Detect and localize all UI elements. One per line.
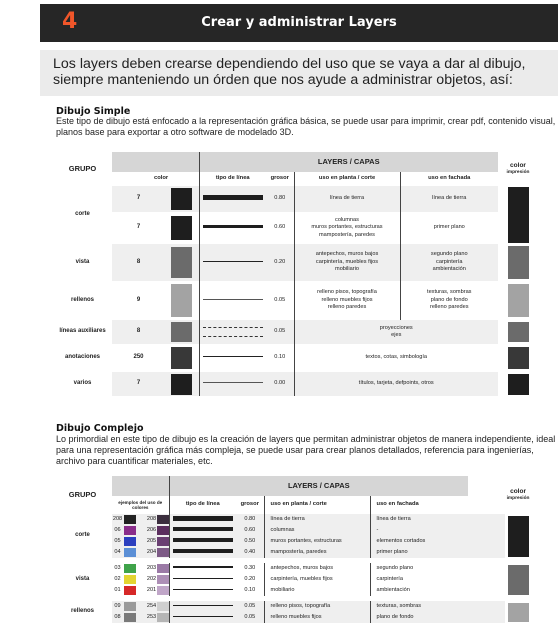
- color-number: 204: [146, 548, 157, 555]
- grosor-value: 0.80: [244, 515, 256, 522]
- col-tipo-linea: tipo de línea: [199, 172, 266, 186]
- group-corte: corte: [53, 514, 112, 558]
- grosor-value: 0.50: [244, 537, 256, 544]
- uso-fachada: línea de tierra: [370, 514, 468, 525]
- line-sample: [203, 299, 263, 300]
- line-sample: [173, 527, 233, 531]
- color-swatch: [157, 602, 169, 611]
- uso-planta: línea de tierra: [294, 186, 400, 212]
- complejo-layers-table: [53, 476, 531, 628]
- color-number: 7: [136, 224, 141, 231]
- uso-planta: muros portantes, estructuras: [264, 536, 370, 547]
- line-sample: [203, 261, 263, 262]
- color-swatch: [124, 613, 136, 622]
- color-number: 250: [133, 354, 144, 361]
- grosor-value: 0.05: [244, 602, 256, 609]
- color-swatch: [171, 374, 192, 395]
- col-tipo-linea: tipo de línea: [169, 496, 236, 514]
- grosor-value: 0.20: [244, 575, 256, 582]
- grosor-value: 0.05: [274, 296, 286, 303]
- grosor-value: 0.60: [244, 526, 256, 533]
- table-row: [53, 344, 531, 372]
- line-sample: [173, 616, 233, 617]
- uso-varios: títulos, tarjeta, defpoints, otros: [294, 372, 498, 396]
- color-swatch: [124, 602, 136, 611]
- grosor-value: 0.05: [244, 613, 256, 620]
- col-uso-fachada: uso en fachada: [370, 496, 468, 514]
- color-number: 03: [114, 564, 121, 571]
- color-number: 04: [114, 548, 121, 555]
- color-number: 06: [114, 526, 121, 533]
- color-swatch: [157, 613, 169, 622]
- color-swatch: [124, 515, 136, 524]
- intro-box: [40, 50, 558, 96]
- color-number: 02: [114, 575, 121, 582]
- grosor-value: 0.30: [244, 564, 256, 571]
- complejo-description: Lo primordial en este tipo de dibujo es la creación de layers que permitan administrar objetos de manera independiente, ideal para una representación gráfica más compleja, se puede usar para crear planos detallados, referencia para ingenierías, archivo para cuantificar materiales, etc.: [56, 434, 556, 466]
- table-row: 7 0.60 columnas muros portantes, estructuras mampostería, paredes primer plano: [53, 212, 531, 244]
- color-swatch: [171, 347, 192, 369]
- print-swatch: [508, 565, 529, 595]
- simple-description: Este tipo de dibujo está enfocado a la representación gráfica básica, se puede usar para imprimir, crear pdf, contenido visual, planos base para exportar a otro software de modelado 3D.: [56, 116, 556, 137]
- col-uso-fachada: uso en fachada: [400, 172, 498, 186]
- table-row: [53, 563, 531, 574]
- color-swatch: [157, 548, 169, 557]
- table-row: rellenos 9 0.05 relleno pisos, topografía relleno muebles fijos relleno paredes texturas, sombras plano de fondo relleno paredes: [53, 281, 531, 320]
- table-row: [53, 372, 531, 396]
- color-number: 05: [114, 537, 121, 544]
- uso-planta: relleno pisos, topografía: [264, 601, 370, 612]
- group-rellenos: rellenos: [53, 601, 112, 623]
- line-sample: [173, 538, 233, 542]
- color-number: 201: [146, 586, 157, 593]
- color-number: 208: [146, 515, 157, 522]
- color-number: 203: [146, 564, 157, 571]
- uso-fachada: segundo plano: [370, 563, 468, 574]
- intro-text: Los layers deben crearse dependiendo del uso que se vaya a dar al dibujo, siempre manteniendo un órden que nos ayude a administrar objetos, así:: [53, 56, 526, 88]
- col-uso-planta: uso en planta / corte: [294, 172, 400, 186]
- print-swatch: [508, 246, 529, 279]
- line-sample: [203, 382, 263, 383]
- group-corte: corte: [53, 186, 112, 244]
- group-lineas-auxiliares: líneas auxiliares: [53, 320, 112, 344]
- color-swatch: [157, 537, 169, 546]
- col-color: color: [154, 175, 169, 182]
- color-swatch: [171, 322, 192, 342]
- uso-fachada: línea de tierra: [400, 186, 498, 212]
- color-number: 8: [112, 320, 165, 344]
- table-row: [53, 574, 531, 585]
- line-sample: [173, 605, 233, 606]
- layers-header: LAYERS / CAPAS: [169, 476, 468, 496]
- table-row: [53, 536, 531, 547]
- group-varios: varios: [53, 372, 112, 396]
- group-vista: vista: [53, 244, 112, 281]
- uso-planta: carpintería, muebles fijos: [264, 574, 370, 585]
- uso-planta: mampostería, paredes: [264, 547, 370, 558]
- line-sample: [173, 578, 233, 579]
- grosor-value: 0.20: [266, 244, 294, 281]
- table-row: [53, 612, 531, 623]
- print-swatch: [508, 284, 529, 317]
- print-swatch: [508, 347, 529, 369]
- section-number: 4: [62, 9, 78, 34]
- uso-fachada: -: [370, 525, 468, 536]
- color-swatch: [157, 575, 169, 584]
- line-sample: [173, 589, 233, 590]
- uso-fachada: plano de fondo: [370, 612, 468, 623]
- section-title: Crear y administrar Layers: [201, 15, 397, 30]
- color-number: 208: [112, 515, 123, 522]
- line-sample-dashdot: [203, 336, 263, 337]
- grosor-value: 0.00: [266, 372, 294, 396]
- color-swatch: [124, 537, 136, 546]
- print-swatch: [508, 603, 529, 622]
- uso-planta: antepechos, muros bajos: [264, 563, 370, 574]
- color-number: 206: [146, 526, 157, 533]
- color-number: 202: [146, 575, 157, 582]
- uso-anotaciones: textos, cotas, simbología: [294, 344, 498, 372]
- grosor-value: 0.05: [266, 320, 294, 344]
- line-sample: [203, 356, 263, 357]
- color-swatch: [157, 586, 169, 595]
- col-grupo: GRUPO: [68, 164, 97, 174]
- color-number: 254: [146, 602, 157, 609]
- grosor-value: 0.10: [274, 354, 286, 361]
- grosor-value: 0.10: [244, 586, 256, 593]
- color-swatch: [124, 526, 136, 535]
- uso-fachada: primer plano: [400, 212, 498, 244]
- group-anotaciones: anotaciones: [64, 354, 100, 361]
- col-color-impresion: color impresión: [506, 161, 530, 175]
- print-swatch: [508, 322, 529, 342]
- col-grosor: grosor: [240, 501, 259, 508]
- table-row: [53, 585, 531, 596]
- table-row: [53, 601, 531, 612]
- uso-fachada: ambientación: [370, 585, 468, 596]
- table-row: vista 8 0.20 antepechos, muros bajos carpintería, muebles fijos mobiliario segundo plano carpintería ambientación: [53, 244, 531, 281]
- table-row: líneas auxiliares 8 0.05 proyecciones ejes: [53, 320, 531, 344]
- line-sample-dashed: [203, 327, 263, 328]
- uso-planta: mobiliario: [264, 585, 370, 596]
- color-number: 205: [146, 537, 157, 544]
- line-sample: [203, 225, 263, 228]
- color-number: 7: [112, 186, 165, 212]
- color-swatch: [124, 564, 136, 573]
- color-swatch: [171, 247, 192, 278]
- color-swatch: [124, 548, 136, 557]
- table-row: [53, 547, 531, 558]
- complejo-title: Dibujo Complejo: [56, 423, 144, 434]
- line-sample: [173, 516, 233, 521]
- simple-title: Dibujo Simple: [56, 106, 131, 117]
- print-swatch: [508, 187, 529, 243]
- color-swatch: [124, 575, 136, 584]
- uso-fachada: texturas, sombras: [370, 601, 468, 612]
- color-number: 01: [114, 586, 121, 593]
- print-swatch: [508, 516, 529, 557]
- layers-header: LAYERS / CAPAS: [199, 152, 498, 172]
- col-uso-planta: uso en planta / corte: [264, 496, 370, 514]
- color-swatch: [157, 526, 169, 535]
- color-number: 7: [112, 372, 165, 396]
- line-sample: [173, 549, 233, 553]
- table-row: [53, 186, 531, 212]
- color-number: 9: [136, 296, 141, 303]
- group-vista: vista: [53, 563, 112, 596]
- uso-fachada: elementos cortados: [370, 536, 468, 547]
- grosor-value: 0.60: [274, 224, 286, 231]
- grosor-value: 0.40: [244, 548, 256, 555]
- table-row: [53, 525, 531, 536]
- uso-planta: relleno muebles fijos: [264, 612, 370, 623]
- uso-fachada: carpintería: [370, 574, 468, 585]
- color-swatch: [171, 216, 192, 240]
- table-row: [53, 514, 531, 525]
- color-number: 09: [114, 602, 121, 609]
- color-swatch: [124, 586, 136, 595]
- col-color-impresion: color impresión: [506, 487, 530, 501]
- uso-fachada: primer plano: [370, 547, 468, 558]
- simple-layers-table: [53, 152, 531, 396]
- grosor-value: 0.80: [266, 186, 294, 212]
- color-number: 253: [146, 613, 157, 620]
- line-sample: [173, 566, 233, 568]
- section-header: [40, 4, 558, 42]
- col-grosor: grosor: [270, 175, 289, 182]
- color-swatch: [157, 515, 169, 524]
- col-ejemplos-colores: ejemplos del uso de colores: [118, 500, 163, 510]
- color-swatch: [157, 564, 169, 573]
- uso-planta: columnas: [264, 525, 370, 536]
- group-rellenos: rellenos: [70, 296, 94, 303]
- uso-planta: línea de tierra: [264, 514, 370, 525]
- color-swatch: [171, 284, 192, 317]
- print-swatch: [508, 374, 529, 395]
- color-swatch: [171, 188, 192, 210]
- col-grupo: GRUPO: [68, 490, 97, 500]
- line-sample: [203, 195, 263, 200]
- color-number: 08: [114, 613, 121, 620]
- color-number: 8: [112, 244, 165, 281]
